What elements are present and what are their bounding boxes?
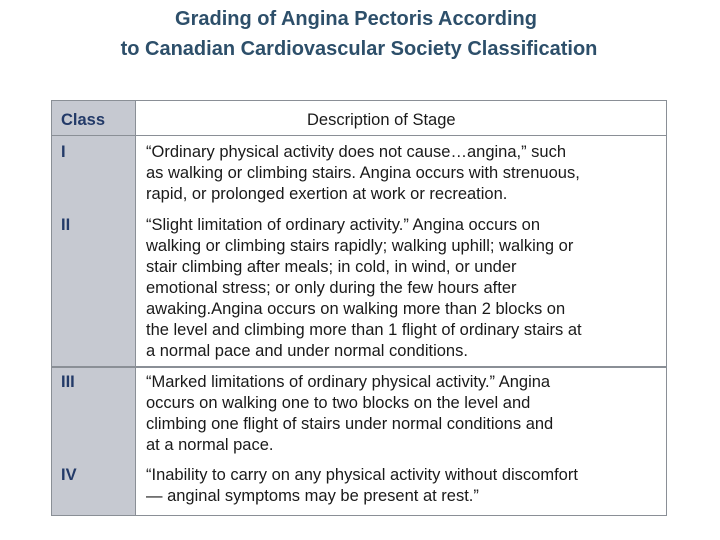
- description-line: emotional stress; or only during the few hours after: [146, 279, 517, 297]
- class-column-background: [52, 101, 136, 515]
- header-class: Class: [61, 111, 106, 129]
- header-divider: [52, 135, 666, 136]
- class-label-iv: IV: [61, 466, 77, 484]
- description-class-iii: [146, 372, 668, 456]
- classification-table: [51, 100, 667, 516]
- description-line: climbing one flight of stairs under normal conditions and: [146, 415, 554, 433]
- page-title-line-2: to Canadian Cardiovascular Society Classification: [120, 38, 598, 60]
- description-line: rapid, or prolonged exertion at work or recreation.: [146, 185, 508, 203]
- description-line: walking or climbing stairs rapidly; walking uphill; walking or: [146, 237, 574, 255]
- description-line: — anginal symptoms may be present at rest.”: [146, 487, 479, 505]
- row-divider: [52, 366, 666, 368]
- description-line: “Ordinary physical activity does not cause…angina,” such: [146, 143, 567, 161]
- description-line: “Slight limitation of ordinary activity.” Angina occurs on: [146, 216, 541, 234]
- class-label-i: I: [61, 143, 66, 161]
- description-line: occurs on walking one to two blocks on the level and: [146, 394, 531, 412]
- description-line: “Inability to carry on any physical activity without discomfort: [146, 466, 578, 484]
- description-line: “Marked limitations of ordinary physical activity.” Angina: [146, 373, 551, 391]
- header-description: Description of Stage: [307, 111, 456, 129]
- description-class-ii: [146, 215, 668, 362]
- page-title-line-1: Grading of Angina Pectoris According: [175, 8, 537, 30]
- class-label-ii: II: [61, 216, 71, 234]
- description-line: the level and climbing more than 1 flight of ordinary stairs at: [146, 321, 582, 339]
- description-class-iv: [146, 465, 668, 507]
- description-line: as walking or climbing stairs. Angina occurs with strenuous,: [146, 164, 580, 182]
- description-line: stair climbing after meals; in cold, in wind, or under: [146, 258, 517, 276]
- description-line: a normal pace and under normal conditions.: [146, 342, 468, 360]
- description-line: awaking.Angina occurs on walking more than 2 blocks on: [146, 300, 566, 318]
- class-label-iii: III: [61, 373, 75, 391]
- description-line: at a normal pace.: [146, 436, 274, 454]
- description-class-i: [146, 142, 668, 205]
